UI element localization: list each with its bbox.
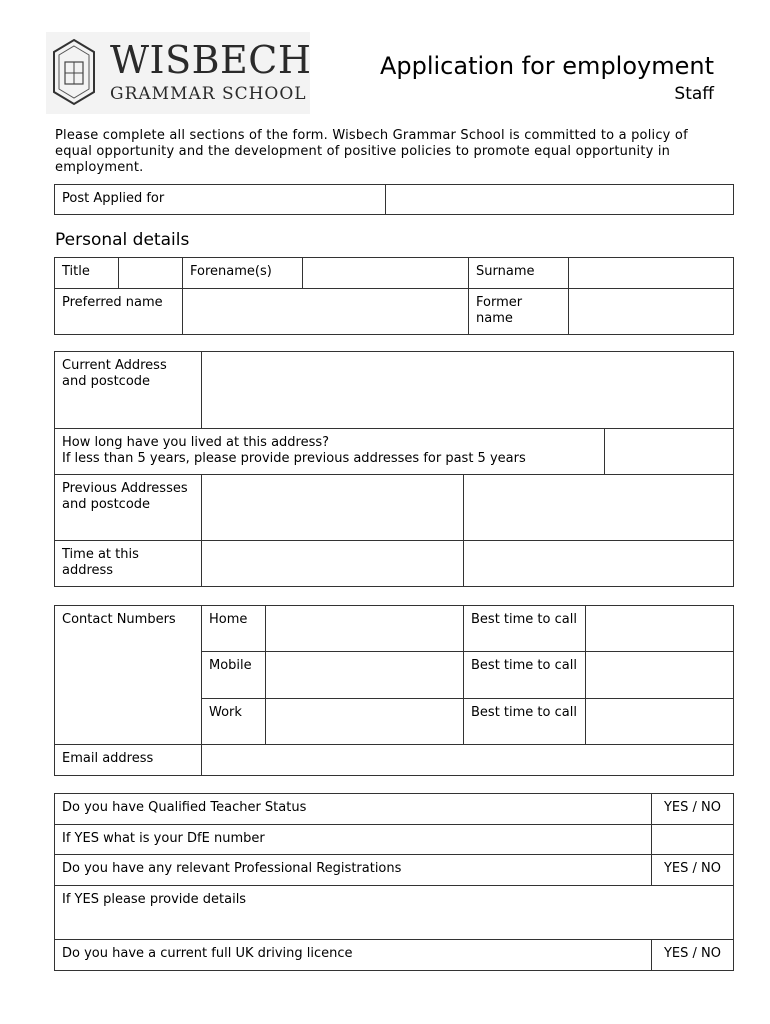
mobile-label: Mobile (202, 652, 266, 699)
qts-question: Do you have Qualified Teacher Status (55, 794, 652, 825)
contact-numbers-label: Contact Numbers (55, 606, 202, 745)
surname-input[interactable] (569, 258, 734, 289)
contact-table (54, 605, 734, 776)
page-title: Application for employment (379, 52, 714, 80)
school-logo (46, 32, 310, 114)
home-label: Home (202, 606, 266, 652)
prof-reg-yes-no[interactable]: YES / NO (652, 855, 734, 886)
preferred-name-label: Preferred name (55, 289, 183, 335)
former-name-label: Former name (469, 289, 569, 335)
surname-label: Surname (469, 258, 569, 289)
work-best-time-input[interactable] (586, 699, 734, 745)
personal-table (54, 257, 734, 335)
title-label: Title (55, 258, 119, 289)
personal-details-heading: Personal details (55, 230, 190, 250)
address-table (54, 351, 734, 587)
mobile-best-time-label: Best time to call (464, 652, 586, 699)
post-label: Post Applied for (55, 185, 386, 215)
current-address-input[interactable] (202, 352, 734, 429)
prof-reg-question: Do you have any relevant Professional Registrations (55, 855, 652, 886)
forename-input[interactable] (303, 258, 469, 289)
previous-address-input-1[interactable] (202, 475, 464, 541)
title-input[interactable] (119, 258, 183, 289)
licence-question: Do you have a current full UK driving licence (55, 940, 652, 971)
preferred-name-input[interactable] (183, 289, 469, 335)
email-input[interactable] (202, 745, 734, 776)
qualifications-table (54, 793, 734, 971)
home-best-time-label: Best time to call (464, 606, 586, 652)
how-long-input[interactable] (605, 429, 734, 475)
work-label: Work (202, 699, 266, 745)
current-address-label: Current Address and postcode (55, 352, 202, 429)
intro-text: Please complete all sections of the form. Wisbech Grammar School is committed to a policy of equal opportunity and the development of positive policies to promote equal opportunity in employment. (55, 128, 688, 175)
prof-reg-details[interactable]: If YES please provide details (55, 886, 734, 940)
licence-yes-no[interactable]: YES / NO (652, 940, 734, 971)
page-subtitle: Staff (674, 84, 714, 104)
time-at-address-input-1[interactable] (202, 541, 464, 587)
home-best-time-input[interactable] (586, 606, 734, 652)
post-input[interactable] (386, 185, 734, 215)
post-table (54, 184, 734, 215)
how-long-instruction: If less than 5 years, please provide previous addresses for past 5 years (62, 451, 526, 466)
forename-label: Forename(s) (183, 258, 303, 289)
home-phone-input[interactable] (266, 606, 464, 652)
former-name-input[interactable] (569, 289, 734, 335)
previous-address-input-2[interactable] (464, 475, 734, 541)
mobile-best-time-input[interactable] (586, 652, 734, 699)
work-best-time-label: Best time to call (464, 699, 586, 745)
school-crest-icon (50, 38, 98, 106)
time-at-address-input-2[interactable] (464, 541, 734, 587)
qts-yes-no[interactable]: YES / NO (652, 794, 734, 825)
logo-name: WISBECH (110, 38, 312, 82)
dfe-number-input[interactable] (652, 825, 734, 855)
work-phone-input[interactable] (266, 699, 464, 745)
email-label: Email address (55, 745, 202, 776)
how-long-question: How long have you lived at this address? (62, 435, 330, 450)
previous-address-label: Previous Addresses and postcode (55, 475, 202, 541)
dfe-number-label: If YES what is your DfE number (55, 825, 652, 855)
logo-subtitle: GRAMMAR SCHOOL (110, 84, 307, 104)
time-at-address-label: Time at this address (55, 541, 202, 587)
how-long-label (55, 429, 605, 475)
mobile-phone-input[interactable] (266, 652, 464, 699)
